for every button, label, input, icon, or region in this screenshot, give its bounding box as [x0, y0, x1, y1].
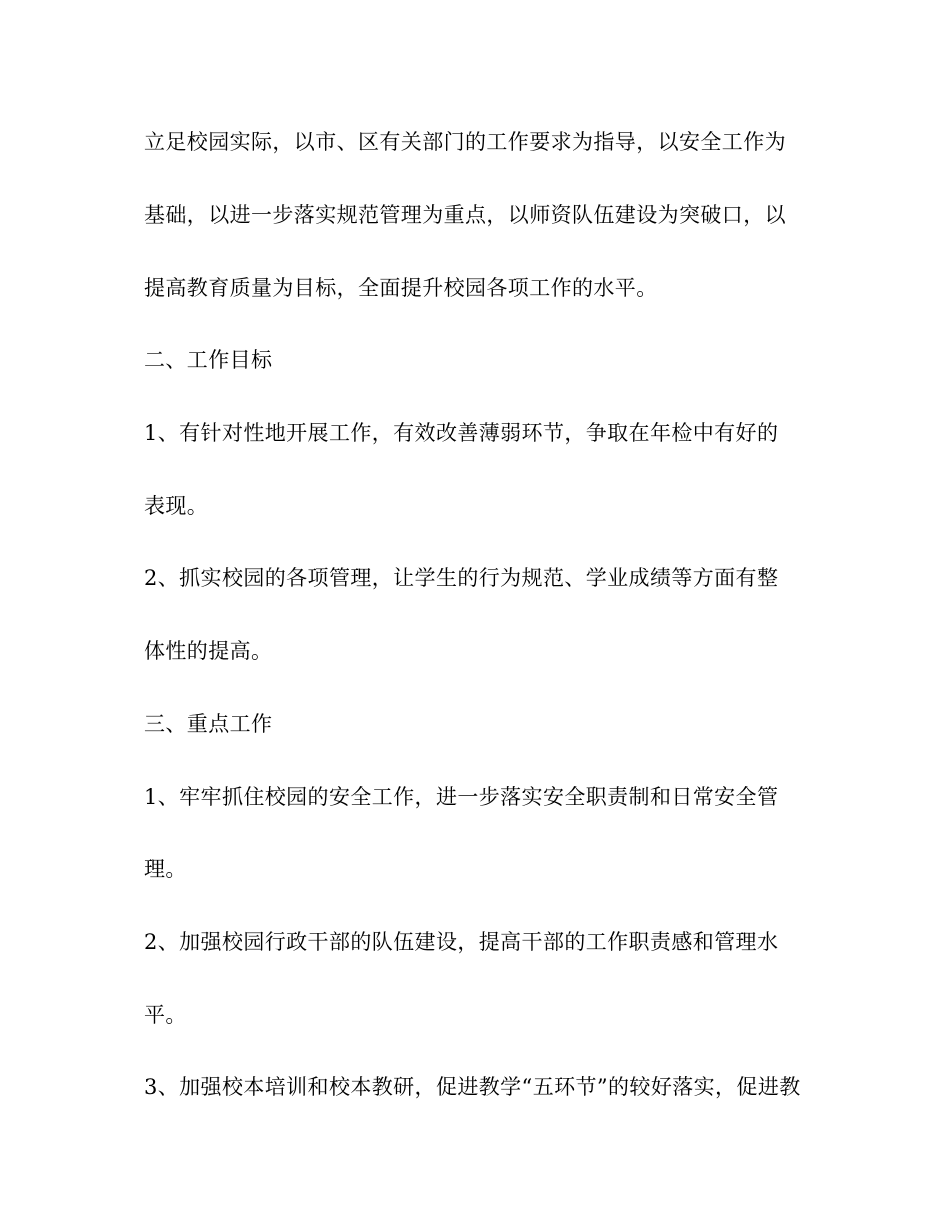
paragraph-line: 提高教育质量为目标，全面提升校园各项工作的水平。	[144, 276, 658, 300]
list-item-line: 表现。	[144, 494, 209, 518]
list-item-line: 理。	[144, 857, 187, 881]
list-item-line: 1、牢牢抓住校园的安全工作，进一步落实安全职责制和日常安全管	[144, 785, 779, 809]
list-item-line: 1、有针对性地开展工作，有效改善薄弱环节，争取在年检中有好的	[144, 421, 779, 445]
section-heading: 三、重点工作	[144, 712, 273, 736]
list-item-line: 2、抓实校园的各项管理，让学生的行为规范、学业成绩等方面有整	[144, 566, 779, 590]
list-item-line: 平。	[144, 1003, 187, 1027]
paragraph-line: 基础，以进一步落实规范管理为重点，以师资队伍建设为突破口，以	[144, 203, 786, 227]
list-item-line: 体性的提高。	[144, 639, 273, 663]
list-item-line: 2、加强校园行政干部的队伍建设，提高干部的工作职责感和管理水	[144, 930, 779, 954]
paragraph-line: 立足校园实际，以市、区有关部门的工作要求为指导，以安全工作为	[144, 130, 786, 154]
list-item-line: 3、加强校本培训和校本教研，促进教学“五环节”的较好落实，促进教	[144, 1075, 801, 1099]
section-heading: 二、工作目标	[144, 348, 273, 372]
